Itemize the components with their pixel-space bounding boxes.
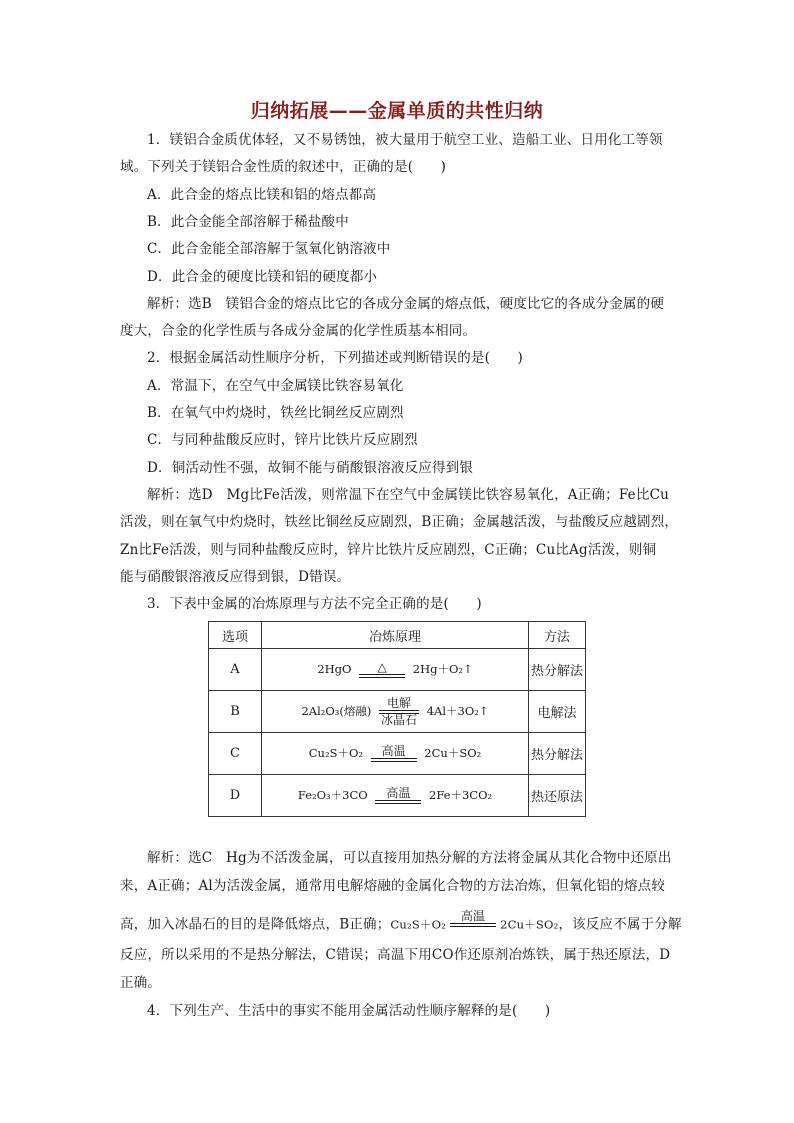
header-option: 选项: [209, 622, 262, 649]
row-d-equation: [262, 775, 529, 817]
table-row: [209, 649, 586, 691]
q3-analysis-line5: 正确。: [120, 975, 162, 991]
inline-reaction-condition: [450, 910, 496, 940]
condition-top: △: [377, 660, 387, 675]
q3-analysis-line3: [120, 910, 682, 940]
q1-analysis-line2: 度大，合金的化学性质与各成分金属的化学性质基本相同。: [120, 323, 477, 339]
row-a-option: A: [209, 649, 262, 691]
page-title: 归纳拓展——金属单质的共性归纳: [250, 100, 544, 122]
inline-equation-reactants: Cu₂S＋O₂: [390, 917, 447, 932]
equation-products: 2Hg＋O₂↑: [412, 661, 473, 676]
row-b-equation: [262, 691, 529, 733]
q2-option-d: D．铜活动性不强，故铜不能与硝酸银溶液反应得到银: [147, 460, 474, 476]
table-header-row: [209, 622, 586, 649]
reaction-condition: [359, 661, 405, 678]
q3-analysis-line3-text: 高，加入冰晶石的目的是降低熔点，B正确；: [120, 916, 391, 933]
row-a-equation: [262, 649, 529, 691]
smelting-table: [208, 621, 586, 817]
row-d-option: D: [209, 775, 262, 817]
q2-analysis-line1: 解析：选D Mg比Fe活泼，则常温下在空气中金属镁比铁容易氧化，A正确；Fe比Cu: [147, 487, 669, 503]
equation-products: 4Al＋3O₂↑: [426, 703, 489, 718]
q3-analysis-line4: 反应，所以采用的不是热分解法，C错误；高温下用CO作还原剂冶炼铁，属于热还原法，D: [120, 947, 671, 963]
row-c-equation: [262, 733, 529, 775]
q1-option-a: A．此合金的熔点比镁和铝的熔点都高: [147, 187, 377, 203]
q1-option-b: B．此合金能全部溶解于稀盐酸中: [147, 214, 349, 230]
condition-top: 高温: [460, 909, 486, 923]
q2-option-b: B．在氧气中灼烧时，铁丝比铜丝反应剧烈: [147, 405, 404, 421]
equation-reactants: 2Al₂O₃(熔融): [301, 703, 372, 718]
row-c-method: 热分解法: [529, 733, 586, 775]
q3-stem: 3．下表中金属的冶炼原理与方法不完全正确的是( ): [147, 596, 482, 612]
row-a-method: 热分解法: [529, 649, 586, 691]
q2-analysis-line4: 能与硝酸银溶液反应得到银，D错误。: [120, 569, 351, 585]
equation-reactants: Cu₂S＋O₂: [308, 745, 363, 760]
table-row: [209, 775, 586, 817]
row-b-option: B: [209, 691, 262, 733]
reaction-condition: [379, 697, 419, 727]
row-d-method: 热还原法: [529, 775, 586, 817]
q1-option-c: C．此合金能全部溶解于氢氧化钠溶液中: [147, 241, 391, 257]
reaction-condition: [371, 745, 417, 762]
header-method: 方法: [529, 622, 586, 649]
q3-analysis-line1: 解析：选C Hg为不活泼金属，可以直接用加热分解的方法将金属从其化合物中还原出: [147, 850, 672, 866]
reaction-condition: [375, 787, 421, 804]
inline-equation-products: 2Cu＋SO₂: [500, 917, 559, 932]
equation-products: 2Fe＋3CO₂: [429, 787, 493, 802]
q1-stem-line1: 1．镁铝合金质优体轻，又不易锈蚀，被大量用于航空工业、造船工业、日用化工等领: [147, 132, 663, 148]
q1-stem-line2: 域。下列关于镁铝合金性质的叙述中，正确的是( ): [120, 159, 447, 175]
q1-analysis-line1: 解析：选B 镁铝合金的熔点比它的各成分金属的熔点低，硬度比它的各成分金属的硬: [147, 296, 665, 312]
q2-analysis-line2: 活泼，则在氧气中灼烧时，铁丝比铜丝反应剧烈，B正确；金属越活泼，与盐酸反应越剧烈，: [120, 514, 679, 530]
q4-stem: 4．下列生产、生活中的事实不能用金属活动性顺序解释的是( ): [147, 1003, 551, 1019]
q2-stem: 2．根据金属活动性顺序分析，下列描述或判断错误的是( ): [147, 350, 523, 366]
row-c-option: C: [209, 733, 262, 775]
equation-products: 2Cu＋SO₂: [424, 745, 482, 760]
condition-top: 高温: [381, 744, 406, 759]
equation-reactants: 2HgO: [317, 661, 352, 676]
q2-analysis-line3: Zn比Fe活泼，则与同种盐酸反应时，锌片比铁片反应剧烈，C正确；Cu比Ag活泼，则铜: [120, 542, 657, 558]
equation-reactants: Fe₂O₃＋3CO: [297, 787, 368, 802]
q2-option-a: A．常温下，在空气中金属镁比铁容易氧化: [147, 378, 404, 394]
q1-option-d: D．此合金的硬度比镁和铝的硬度都小: [147, 269, 378, 285]
q2-option-c: C．与同种盐酸反应时，锌片比铁片反应剧烈: [147, 432, 418, 448]
condition-top: 电解: [387, 695, 412, 710]
header-principle: 冶炼原理: [262, 622, 529, 649]
condition-bottom: 冰晶石: [381, 712, 418, 727]
row-b-method: 电解法: [529, 691, 586, 733]
q3-analysis-line2: 来，A正确；Al为活泼金属，通常用电解熔融的金属化合物的方法冶炼，但氧化铝的熔点较: [120, 878, 666, 894]
q3-analysis-line3-tail: ，该反应不属于分解: [558, 916, 682, 933]
table-row: [209, 691, 586, 733]
table-row: [209, 733, 586, 775]
condition-top: 高温: [386, 786, 411, 801]
